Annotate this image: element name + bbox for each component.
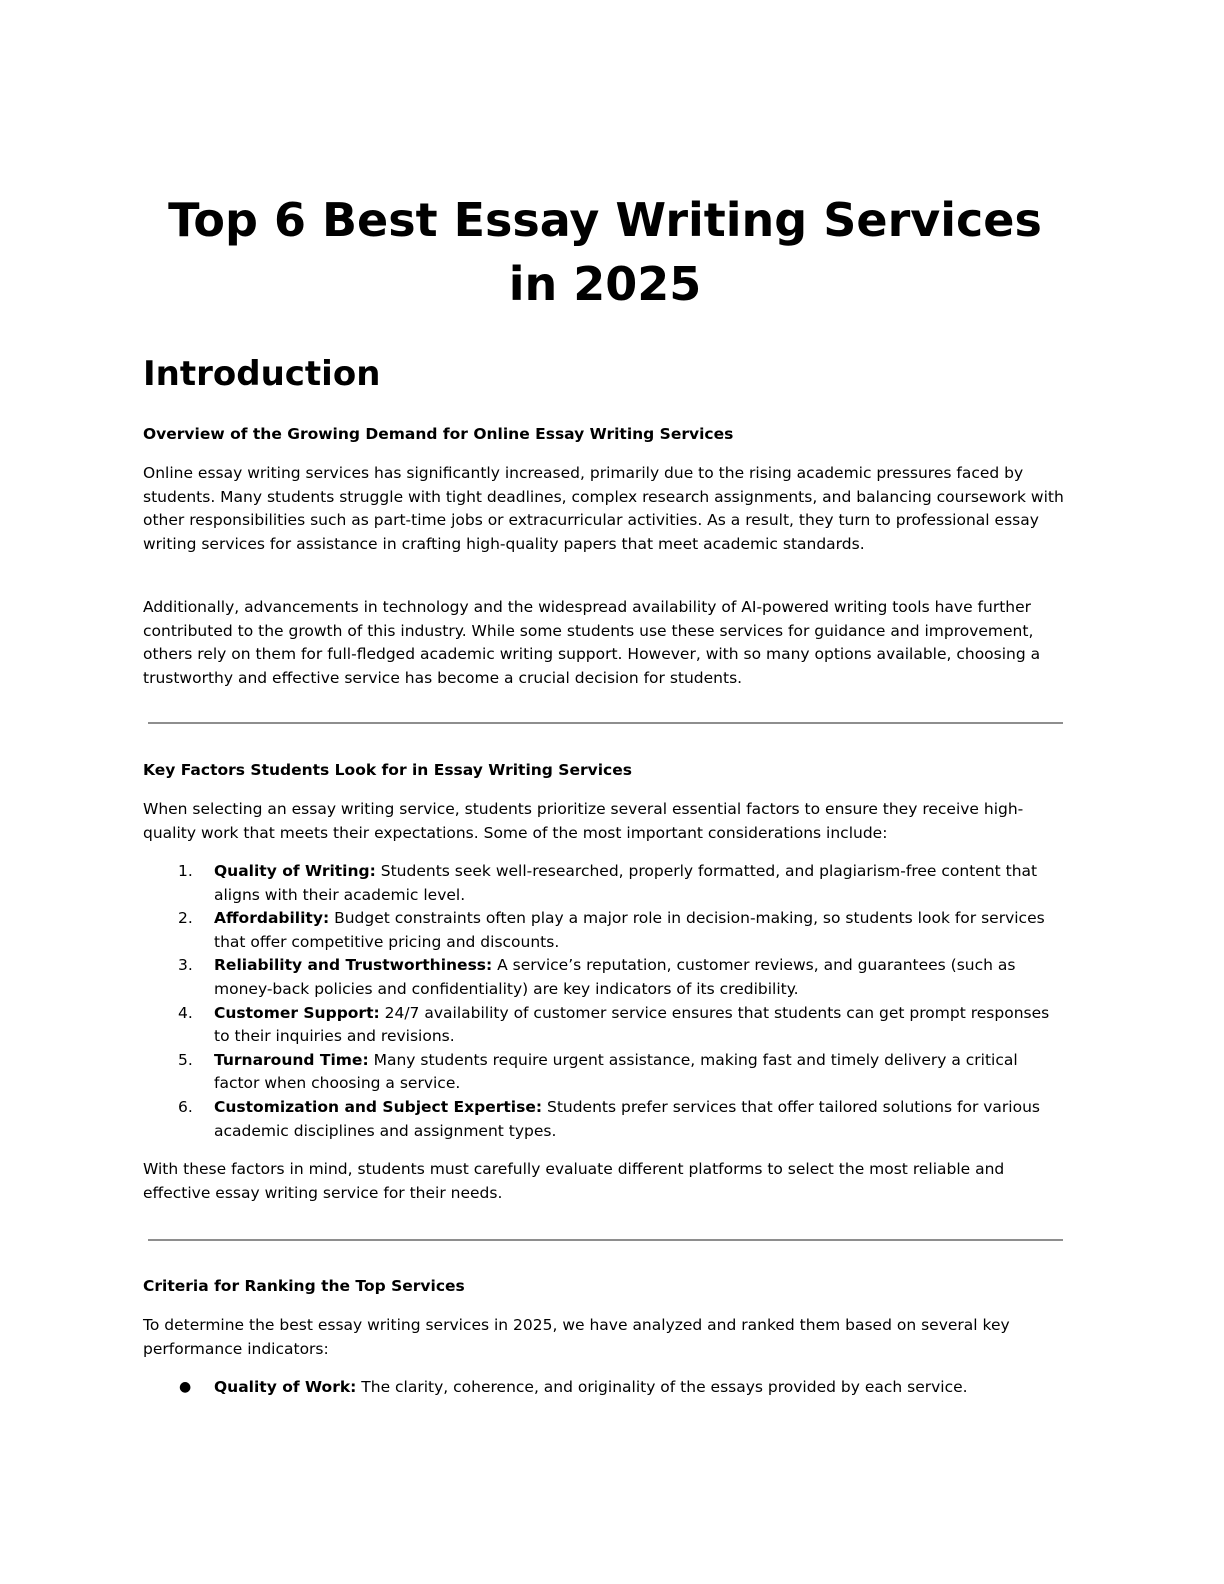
list-number: 3. xyxy=(178,956,193,975)
list-item xyxy=(143,1049,1065,1096)
list-item xyxy=(143,1096,1065,1143)
overview-paragraph-1: Online essay writing services has significantly increased, primarily due to the rising academic pressures faced by students. Many students struggle with tight deadlines, complex research assignments, and balancing coursework with other responsibilities such as part-time jobs or extracurricular activities. As a result, they turn to professional essay writing services for assistance in crafting high-quality papers that meet academic standards. xyxy=(143,464,1064,553)
bullet-icon: ● xyxy=(179,1379,192,1395)
criteria-intro: To determine the best essay writing services in 2025, we have analyzed and ranked them based on several key performance indicators: xyxy=(143,1316,1010,1358)
list-term: Affordability: xyxy=(214,909,330,928)
list-term: Turnaround Time: xyxy=(214,1050,369,1069)
list-number: 5. xyxy=(178,1050,193,1069)
section-divider-1 xyxy=(148,722,1063,724)
list-text: Students seek well-researched, properly formatted, and plagiarism-free content that aligns with their academic level. xyxy=(214,862,1038,904)
list-text: A service’s reputation, customer reviews, and guarantees (such as money-back policies and confidentiality) are key indicators of its credibility. xyxy=(214,956,1016,998)
list-item xyxy=(143,907,1065,954)
list-number: 6. xyxy=(178,1097,193,1116)
key-factors-intro: When selecting an essay writing service, students prioritize several essential factors to ensure they receive high-quality work that meets their expectations. Some of the most important considerations include: xyxy=(143,800,1024,842)
section-divider-2 xyxy=(148,1239,1063,1241)
key-factors-heading: Key Factors Students Look for in Essay Writing Services xyxy=(143,761,632,779)
list-term: Quality of Work: xyxy=(214,1378,357,1396)
list-text: Many students require urgent assistance, making fast and timely delivery a critical factor when choosing a service. xyxy=(214,1050,1018,1093)
list-text: The clarity, coherence, and originality of the essays provided by each service. xyxy=(356,1378,968,1396)
list-number: 4. xyxy=(178,1003,193,1022)
list-term: Customization and Subject Expertise: xyxy=(214,1097,543,1116)
document-title xyxy=(143,188,1067,316)
list-term: Customer Support: xyxy=(214,1003,380,1022)
list-item xyxy=(143,860,1065,907)
list-text: Students prefer services that offer tailored solutions for various academic disciplines and assignment types. xyxy=(214,1097,1040,1140)
list-item xyxy=(143,1376,1065,1400)
list-item xyxy=(143,954,1065,1001)
list-term: Reliability and Trustworthiness: xyxy=(214,956,493,975)
introduction-heading: Introduction xyxy=(143,354,381,394)
overview-paragraph-2: Additionally, advancements in technology and the widespread availability of AI-powered writing tools have further contributed to the growth of this industry. While some students use these services for guidance and improvement, others rely on them for full-fledged academic writing support. However, with so many options available, choosing a trustworthy and effective service has become a crucial decision for students. xyxy=(143,598,1041,687)
title-line-2: in 2025 xyxy=(508,257,702,311)
title-line-1: Top 6 Best Essay Writing Services xyxy=(168,193,1042,247)
overview-heading: Overview of the Growing Demand for Online Essay Writing Services xyxy=(143,425,734,443)
criteria-heading: Criteria for Ranking the Top Services xyxy=(143,1277,465,1295)
list-item xyxy=(143,1002,1065,1049)
key-factors-list xyxy=(143,860,1065,1143)
list-number: 2. xyxy=(178,909,193,928)
criteria-list xyxy=(143,1376,1065,1400)
list-text: 24/7 availability of customer service ensures that students can get prompt responses to their inquiries and revisions. xyxy=(214,1003,1050,1046)
list-text: Budget constraints often play a major role in decision-making, so students look for services that offer competitive pricing and discounts. xyxy=(214,909,1045,951)
key-factors-conclusion: With these factors in mind, students must carefully evaluate different platforms to select the most reliable and effective essay writing service for their needs. xyxy=(143,1160,1005,1202)
list-term: Quality of Writing: xyxy=(214,862,376,880)
list-number: 1. xyxy=(178,862,193,880)
